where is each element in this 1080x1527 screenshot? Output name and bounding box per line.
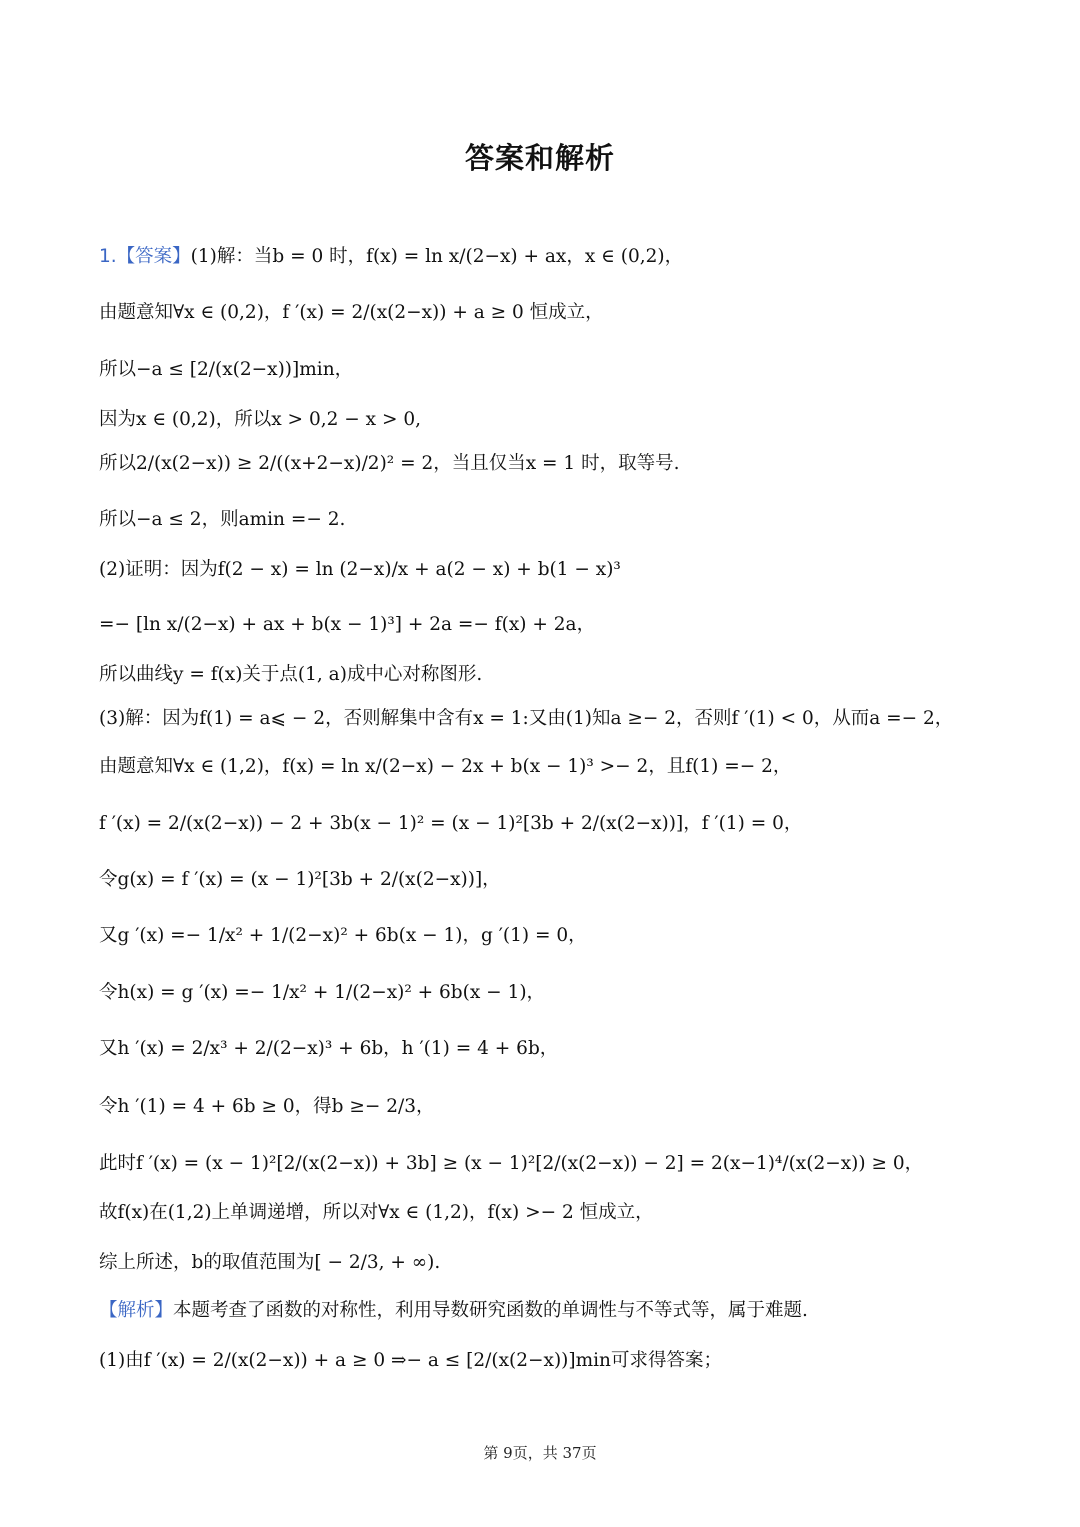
analysis-label: 【解析】: [99, 1300, 174, 1321]
answer-line-17: 令h ′(1) = 4 + 6b ≥ 0，得b ≥− 2/3，: [99, 1096, 435, 1117]
answer-line-13: 令g(x) = f ′(x) = (x − 1)²[3b + 2/(x(2−x))]，: [99, 869, 501, 890]
page-title: 答案和解析: [464, 141, 615, 175]
answer-label: 1.【答案】: [99, 246, 191, 267]
answer-line-12: f ′(x) = 2/(x(2−x)) − 2 + 3b(x − 1)² = (x − 1)²[3b + 2/(x(2−x))]，f ′(1) = 0，: [99, 813, 803, 834]
answer-line-6: 所以−a ≤ 2，则amin =− 2.: [99, 509, 346, 530]
page-footer: 第 9页，共 37页: [483, 1444, 597, 1462]
answer-line-19: 故f(x)在(1,2)上单调递增，所以对∀x ∈ (1,2)，f(x) >− 2 恒成立，: [99, 1202, 654, 1223]
analysis-line-1: [99, 1299, 1040, 1323]
analysis-line-2: (1)由f ′(x) = 2/(x(2−x)) + a ≥ 0 ⇒− a ≤ [2/(x(2−x))]min可求得答案；: [99, 1350, 722, 1371]
answer-line-20: 综上所述，b的取值范围为[ − 2/3, + ∞).: [99, 1252, 441, 1273]
analysis-text-1: 本题考查了函数的对称性，利用导数研究函数的单调性与不等式等，属于难题.: [173, 1300, 808, 1321]
answer-line-1: [99, 245, 1040, 269]
answer-line-10: (3)解：因为f(1) = a⩽ − 2，否则解集中含有x = 1:又由(1)知a ≥− 2，否则f ′(1) < 0，从而a =− 2，: [99, 708, 954, 729]
answer-line-15: 令h(x) = g ′(x) =− 1/x² + 1/(2−x)² + 6b(x − 1)，: [99, 982, 546, 1003]
answer-line-8: =− [ln x/(2−x) + ax + b(x − 1)³] + 2a =− f(x) + 2a，: [99, 614, 596, 635]
answer-line-5: 所以2/(x(2−x)) ≥ 2/((x+2−x)/2)² = 2，当且仅当x = 1 时，取等号.: [99, 453, 680, 474]
answer-line-3: 所以−a ≤ [2/(x(2−x))]min，: [99, 359, 354, 380]
answer-line-11: 由题意知∀x ∈ (1,2)，f(x) = ln x/(2−x) − 2x + b(x − 1)³ >− 2，且f(1) =− 2，: [99, 756, 792, 777]
answer-line-14: 又g ′(x) =− 1/x² + 1/(2−x)² + 6b(x − 1)，g ′(1) = 0，: [99, 925, 587, 946]
answer-line-7: (2)证明：因为f(2 − x) = ln (2−x)/x + a(2 − x) + b(1 − x)³: [99, 559, 621, 580]
answer-line-9: 所以曲线y = f(x)关于点(1, a)成中心对称图形.: [99, 664, 483, 685]
answer-line-2: 由题意知∀x ∈ (0,2)，f ′(x) = 2/(x(2−x)) + a ≥ 0 恒成立，: [99, 302, 604, 323]
answer-line-4: 因为x ∈ (0,2)，所以x > 0,2 − x > 0,: [99, 409, 421, 430]
answer-text-1: (1)解：当b = 0 时，f(x) = ln x/(2−x) + ax，x ∈ (0,2)，: [190, 246, 684, 267]
answer-line-16: 又h ′(x) = 2/x³ + 2/(2−x)³ + 6b，h ′(1) = 4 + 6b，: [99, 1038, 559, 1059]
answer-line-18: 此时f ′(x) = (x − 1)²[2/(x(2−x)) + 3b] ≥ (x − 1)²[2/(x(2−x)) − 2] = 2(x−1)⁴/(x(2−x)) ≥ 0，: [99, 1153, 924, 1174]
